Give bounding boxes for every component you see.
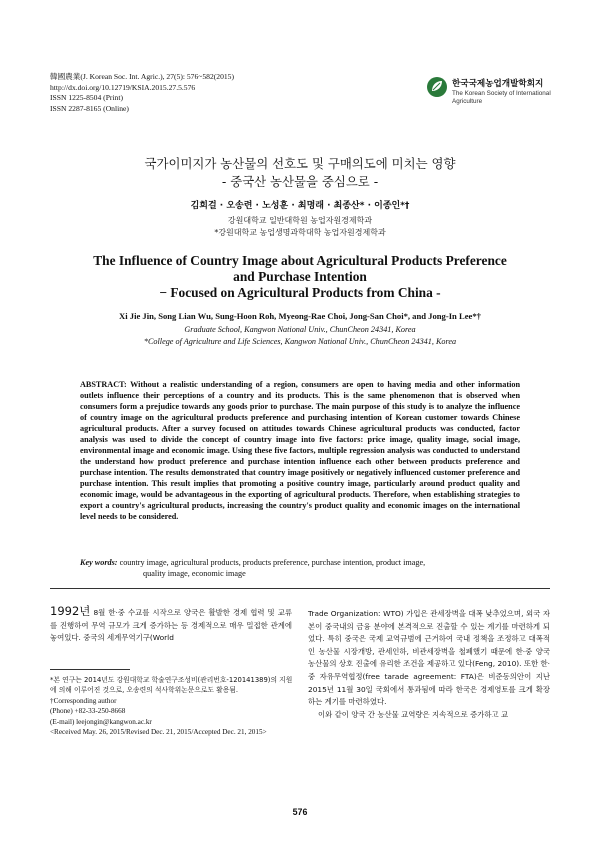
- abstract: [80, 379, 520, 522]
- korean-affiliation2: *강원대학교 농업생명과학대학 농업자원경제학과: [214, 228, 386, 237]
- keywords-line2: quality image, economic image: [143, 569, 246, 578]
- footnote-funding: *본 연구는 2014년도 강원대학교 학술연구조성비(관리번호-120141389)의 지원에 의해 이루어진 것으로, 오송련의 석사학위논문으로도 활용됨.: [50, 676, 293, 695]
- keywords-line1: country image, agricultural products, products preference, purchase intention, product image,: [119, 558, 426, 567]
- footnote-email[interactable]: (E-mail) leejongin@kangwon.ac.kr: [50, 717, 152, 726]
- keywords-label: Key words:: [80, 558, 118, 567]
- footnote-divider: [50, 669, 130, 670]
- footnote-corresponding: †Corresponding author: [50, 696, 117, 705]
- english-title-line3: − Focused on Agricultural Products from China -: [159, 285, 441, 300]
- logo-korean-name: 한국국제농업개발학회지: [452, 79, 544, 89]
- abstract-label: ABSTRACT:: [80, 380, 127, 389]
- body-opening-year: 1992년: [50, 604, 91, 618]
- korean-title-line1: 국가이미지가 농산물의 선호도 및 구매의도에 미치는 영향: [144, 156, 456, 171]
- section-divider: [50, 588, 550, 589]
- society-logo: [426, 74, 576, 114]
- logo-english-name: The Korean Society of International Agriculture: [452, 90, 551, 105]
- keywords: [80, 557, 520, 579]
- abstract-text: Without a realistic understanding of a region, consumers are open to having media and other information outlets influence their perceptions of a country and its products. This is the same phenomenon that is observed when consumers form a prejudice towards any goods prior to purchase. The main purpose of this study is to analyze the influence of country image on the agricultural products preference and purchasing intention of Korean customer towards Chinese agricultural products. After a survey focused on attitudes towards Chinese agricultural products was conducted, factor analysis was used to divide the concept of country image into five factors: price image, quality image, social image, environmental image and economic image. Using these five factors, multiple regression analysis was conducted to understand the understand how product preference and purchase intention influence each other between products preference and purchase intention. The results demonstrated that country image positively or negatively influenced customer preference and purchase intention. This result implies that promoting a positive country image, particularly around product quality and economic image, would be advantageous in the exporting of agricultural products. Therefore, when establishing strategies to export a country's agricultural products, increasing the country's product quality and economic images on the international level needs to be considered.: [80, 380, 520, 521]
- korean-affiliation1: 강원대학교 일반대학원 농업자원경제학과: [227, 216, 373, 225]
- korean-authors: 김희걸 · 오송련 · 노성훈 · 최명래 · 최종산* · 이종인*†: [190, 201, 410, 211]
- leaf-circle-icon: [426, 76, 448, 98]
- issn-print: ISSN 1225-8504 (Print): [50, 93, 123, 103]
- body-right-column: [308, 608, 550, 721]
- english-title-line1: The Influence of Country Image about Agricultural Products Preference: [93, 253, 507, 268]
- footnote-received: <Received May. 26, 2015/Revised Dec. 21, 2015/Accepted Dec. 21, 2015>: [50, 728, 267, 737]
- body-right-text2: 이와 같이 양국 간 농산물 교역량은 지속적으로 증가하고 교: [318, 709, 509, 719]
- issn-online: ISSN 2287-8165 (Online): [50, 103, 129, 113]
- footnote-phone: (Phone) +82-33-250-8668: [50, 707, 126, 716]
- english-title-line2: and Purchase Intention: [233, 269, 367, 284]
- english-affiliation1: Graduate School, Kangwon National Univ., ChunCheon 24341, Korea: [184, 325, 416, 334]
- korean-title-line2: - 중국산 농산물을 중심으로 -: [221, 174, 379, 189]
- body-right-text: Trade Organization: WTO) 가입은 관세장벽을 대폭 낮추었으며, 외국 자본이 중국내의 금융 분야에 본격적으로 진출할 수 있는 계기를 마련하게 되었다. 특히 중국은 국제 교역규범에 근거하여 국내 정책을 조정하고 대폭적인 농산물 시장개방, 관세인하, 비관세장벽을 철폐했기 때문에 한·중 양국 농산물의 상호 진출에 유리한 조건을 제공하고 있다(Feng, 2010). 또한 한·중 자유무역협정(free tarade agreement: FTA)은 비준동의안이 지난 2015년 11월 30일 국회에서 통과됨에 따라 한국은 경제영토를 크게 확장하는 계기를 마련하였다.: [308, 609, 550, 707]
- english-affiliation2: *College of Agriculture and Life Sciences, Kangwon National Univ., ChunCheon 24341, Korea: [143, 337, 457, 346]
- body-left-text: 8월 한·중 수교를 시작으로 양국은 활발한 경제 협력 및 교류를 진행하여 무역 규모가 크게 증가하는 등 경제적으로 매우 밀접한 관계에 놓여있다. 중국의 세계무역기구(World: [50, 608, 292, 643]
- english-authors: Xi Jie Jin, Song Lian Wu, Sung-Hoon Roh, Myeong-Rae Choi, Jong-San Choi*, and Jong-In Lee*†: [119, 311, 481, 321]
- page-number: 576: [292, 807, 308, 817]
- journal-citation: 韓國農業(J. Korean Soc. Int. Agric.), 27(5): 576~582(2015): [50, 72, 235, 81]
- doi-link[interactable]: http://dx.doi.org/10.12719/KSIA.2015.27.5.576: [50, 82, 196, 92]
- footnotes: [50, 675, 295, 737]
- journal-meta: [50, 72, 380, 114]
- body-left-column: [50, 605, 292, 645]
